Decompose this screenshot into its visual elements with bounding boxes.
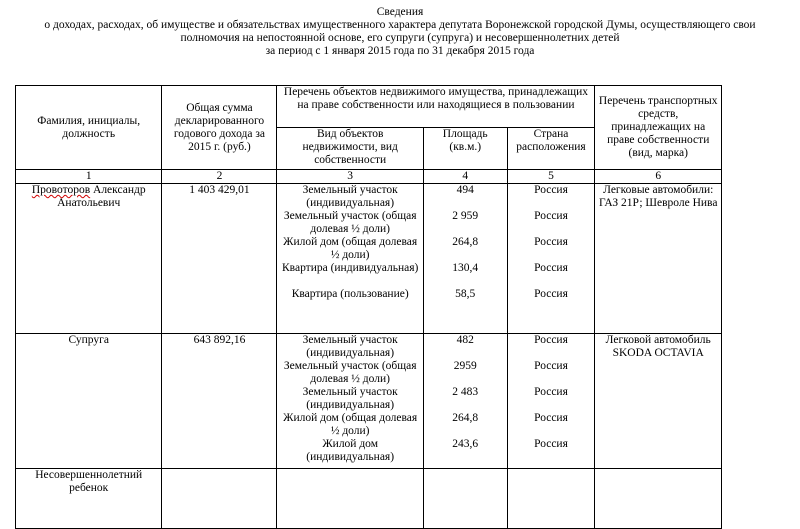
income-value: 1 403 429,01 — [162, 184, 277, 334]
column-number: 6 — [595, 170, 722, 184]
property-country: Россия — [534, 386, 568, 398]
property-type: Земельный участок (индивидуальная) — [302, 334, 398, 359]
vehicles-value — [595, 469, 722, 529]
declaration-table — [15, 85, 722, 529]
property-area: 264,8 — [452, 236, 479, 248]
property-country: Россия — [534, 262, 568, 274]
property-area: 264,8 — [452, 412, 479, 424]
property-countries — [507, 469, 595, 529]
property-type: Земельный участок (общая долевая ½ доли) — [283, 360, 417, 385]
col-header-name: Фамилия, инициалы, должность — [16, 86, 162, 170]
property-types — [277, 184, 423, 334]
person-name — [16, 184, 162, 334]
property-countries — [507, 334, 595, 469]
column-number: 1 — [16, 170, 162, 184]
doc-subtitle-line2: полномочия на непостоянной основе, его супруги (супруга) и несовершеннолетних детей — [180, 32, 620, 44]
property-type: Квартира (пользование) — [291, 288, 409, 300]
property-areas — [423, 469, 507, 529]
person-name: Несовершеннолетний ребенок — [16, 469, 162, 529]
property-area: 2959 — [453, 360, 477, 372]
col-header-vehicles: Перечень транспортных средств, принадлежащих на праве собственности (вид, марка) — [595, 86, 722, 170]
surname: Провоторов — [31, 184, 91, 196]
col-header-property-group: Перечень объектов недвижимого имущества, принадлежащих на праве собственности или находящиеся в пользовании — [277, 86, 595, 128]
table-row — [16, 469, 722, 529]
col-header-property-type: Вид объектов недвижимости, вид собственности — [277, 128, 423, 170]
property-type: Жилой дом (общая долевая ½ доли) — [283, 236, 418, 261]
col-header-income: Общая сумма декларированного годового дохода за 2015 г. (руб.) — [162, 86, 277, 170]
person-name: Супруга — [16, 334, 162, 469]
property-area: 2 959 — [452, 210, 479, 222]
property-types — [277, 334, 423, 469]
table-row — [16, 334, 722, 469]
property-type: Земельный участок (индивидуальная) — [302, 386, 398, 411]
property-country: Россия — [534, 236, 568, 248]
vehicles-value: Легковые автомобили: ГАЗ 21Р; Шевроле Нива — [595, 184, 722, 334]
given-names: Александр Анатольевич — [57, 184, 146, 209]
property-type: Жилой дом (индивидуальная) — [306, 438, 395, 463]
property-area: 482 — [456, 334, 474, 346]
document-header — [0, 6, 800, 58]
doc-period: за период с 1 января 2015 года по 31 декабря 2015 года — [265, 45, 535, 57]
col-header-country: Страна расположения — [507, 128, 595, 170]
vehicles-value: Легковой автомобиль SKODA OCTAVIA — [595, 334, 722, 469]
property-country: Россия — [534, 184, 568, 196]
property-areas — [423, 334, 507, 469]
column-number: 5 — [507, 170, 595, 184]
table-row — [16, 184, 722, 334]
property-country: Россия — [534, 210, 568, 222]
property-type: Квартира (индивидуальная) — [282, 262, 419, 274]
property-type: Земельный участок (общая долевая ½ доли) — [283, 210, 417, 235]
property-area: 58,5 — [455, 288, 476, 300]
property-country: Россия — [534, 288, 568, 300]
column-number-row — [16, 170, 722, 184]
property-types — [277, 469, 423, 529]
col-header-area: Площадь (кв.м.) — [423, 128, 507, 170]
property-area: 2 483 — [452, 386, 479, 398]
property-country: Россия — [534, 334, 568, 346]
property-areas — [423, 184, 507, 334]
property-type: Жилой дом (общая долевая ½ доли) — [283, 412, 418, 437]
column-number: 2 — [162, 170, 277, 184]
property-area: 494 — [456, 184, 474, 196]
income-value: 643 892,16 — [162, 334, 277, 469]
column-number: 3 — [277, 170, 423, 184]
property-type: Земельный участок (индивидуальная) — [302, 184, 398, 209]
property-country: Россия — [534, 360, 568, 372]
income-value — [162, 469, 277, 529]
property-country: Россия — [534, 412, 568, 424]
doc-title: Сведения — [376, 6, 424, 18]
property-area: 243,6 — [452, 438, 479, 450]
column-number: 4 — [423, 170, 507, 184]
property-country: Россия — [534, 438, 568, 450]
property-area: 130,4 — [452, 262, 479, 274]
doc-subtitle-line1: о доходах, расходах, об имуществе и обязательствах имущественного характера депутата Воронежской городской Думы, осуществляющего свои — [44, 19, 756, 31]
property-countries — [507, 184, 595, 334]
